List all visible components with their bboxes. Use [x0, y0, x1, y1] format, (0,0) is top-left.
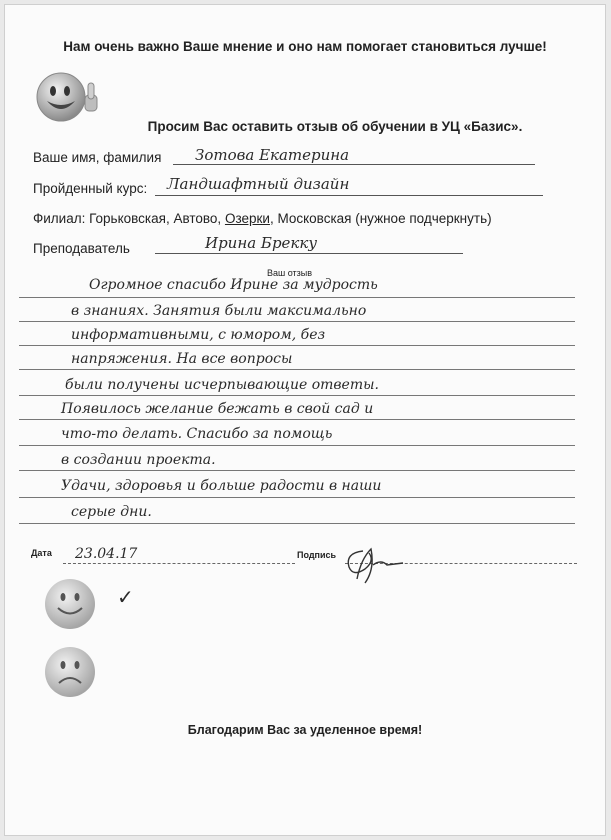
date-value: 23.04.17 — [75, 546, 138, 562]
form-header: Нам очень важно Ваше мнение и оно нам помогает становиться лучше! — [63, 39, 547, 54]
review-label: Ваш отзыв — [267, 268, 313, 278]
signature-label: Подпись — [297, 550, 337, 560]
review-rule — [19, 395, 575, 396]
form-subheader: Просим Вас оставить отзыв об обучении в УЦ «Базис». — [147, 119, 523, 134]
teacher-label: Преподаватель — [33, 241, 130, 256]
teacher-underline — [155, 253, 463, 254]
review-line: в знаниях. Занятия были максимально — [71, 303, 367, 319]
name-label: Ваше имя, фамилия — [33, 150, 162, 165]
review-line: были получены исчерпывающие ответы. — [65, 377, 379, 393]
review-rule — [19, 419, 575, 420]
teacher-value: Ирина Брекку — [205, 234, 318, 252]
review-rule — [19, 345, 575, 346]
branch-label: Филиал: — [33, 211, 86, 226]
branch-option-gorkovskaya: Горьковская, — [89, 211, 170, 226]
branch-row — [33, 211, 492, 226]
name-value: Зотова Екатерина — [195, 146, 350, 164]
form-footer: Благодарим Вас за уделенное время! — [187, 723, 423, 737]
review-line: информативными, с юмором, без — [71, 327, 326, 343]
check-mark: ✓ — [117, 585, 134, 609]
course-underline — [155, 195, 543, 196]
review-line: Огромное спасибо Ирине за мудрость — [89, 277, 378, 293]
review-rule — [19, 321, 575, 322]
signature — [335, 539, 415, 589]
review-line: Появилось желание бежать в свой сад и — [61, 401, 374, 417]
branch-option-avtovo: Автово, — [173, 211, 222, 226]
review-rule — [19, 523, 575, 524]
smiley-thumbs-up-icon — [33, 67, 103, 127]
review-rule — [19, 497, 575, 498]
branch-option-moskovskaya: , Московская (нужное подчеркнуть) — [269, 211, 492, 226]
review-rule — [19, 297, 575, 298]
smile-face-icon — [43, 577, 97, 631]
name-underline — [173, 164, 535, 165]
review-rule — [19, 470, 575, 471]
course-value: Ландшафтный дизайн — [167, 175, 350, 193]
course-label: Пройденный курс: — [33, 181, 148, 196]
review-line: напряжения. На все вопросы — [71, 351, 293, 367]
date-label: Дата — [31, 548, 52, 558]
review-line: серые дни. — [71, 504, 152, 520]
review-rule — [19, 445, 575, 446]
review-rule — [19, 369, 575, 370]
review-line: что-то делать. Спасибо за помощь — [61, 426, 333, 442]
review-line: в создании проекта. — [61, 452, 216, 468]
date-underline — [63, 563, 295, 564]
sad-face-icon — [43, 645, 97, 699]
branch-option-ozerki: Озерки — [224, 211, 270, 226]
review-line: Удачи, здоровья и больше радости в наши — [61, 478, 382, 494]
feedback-form-page — [4, 4, 606, 836]
